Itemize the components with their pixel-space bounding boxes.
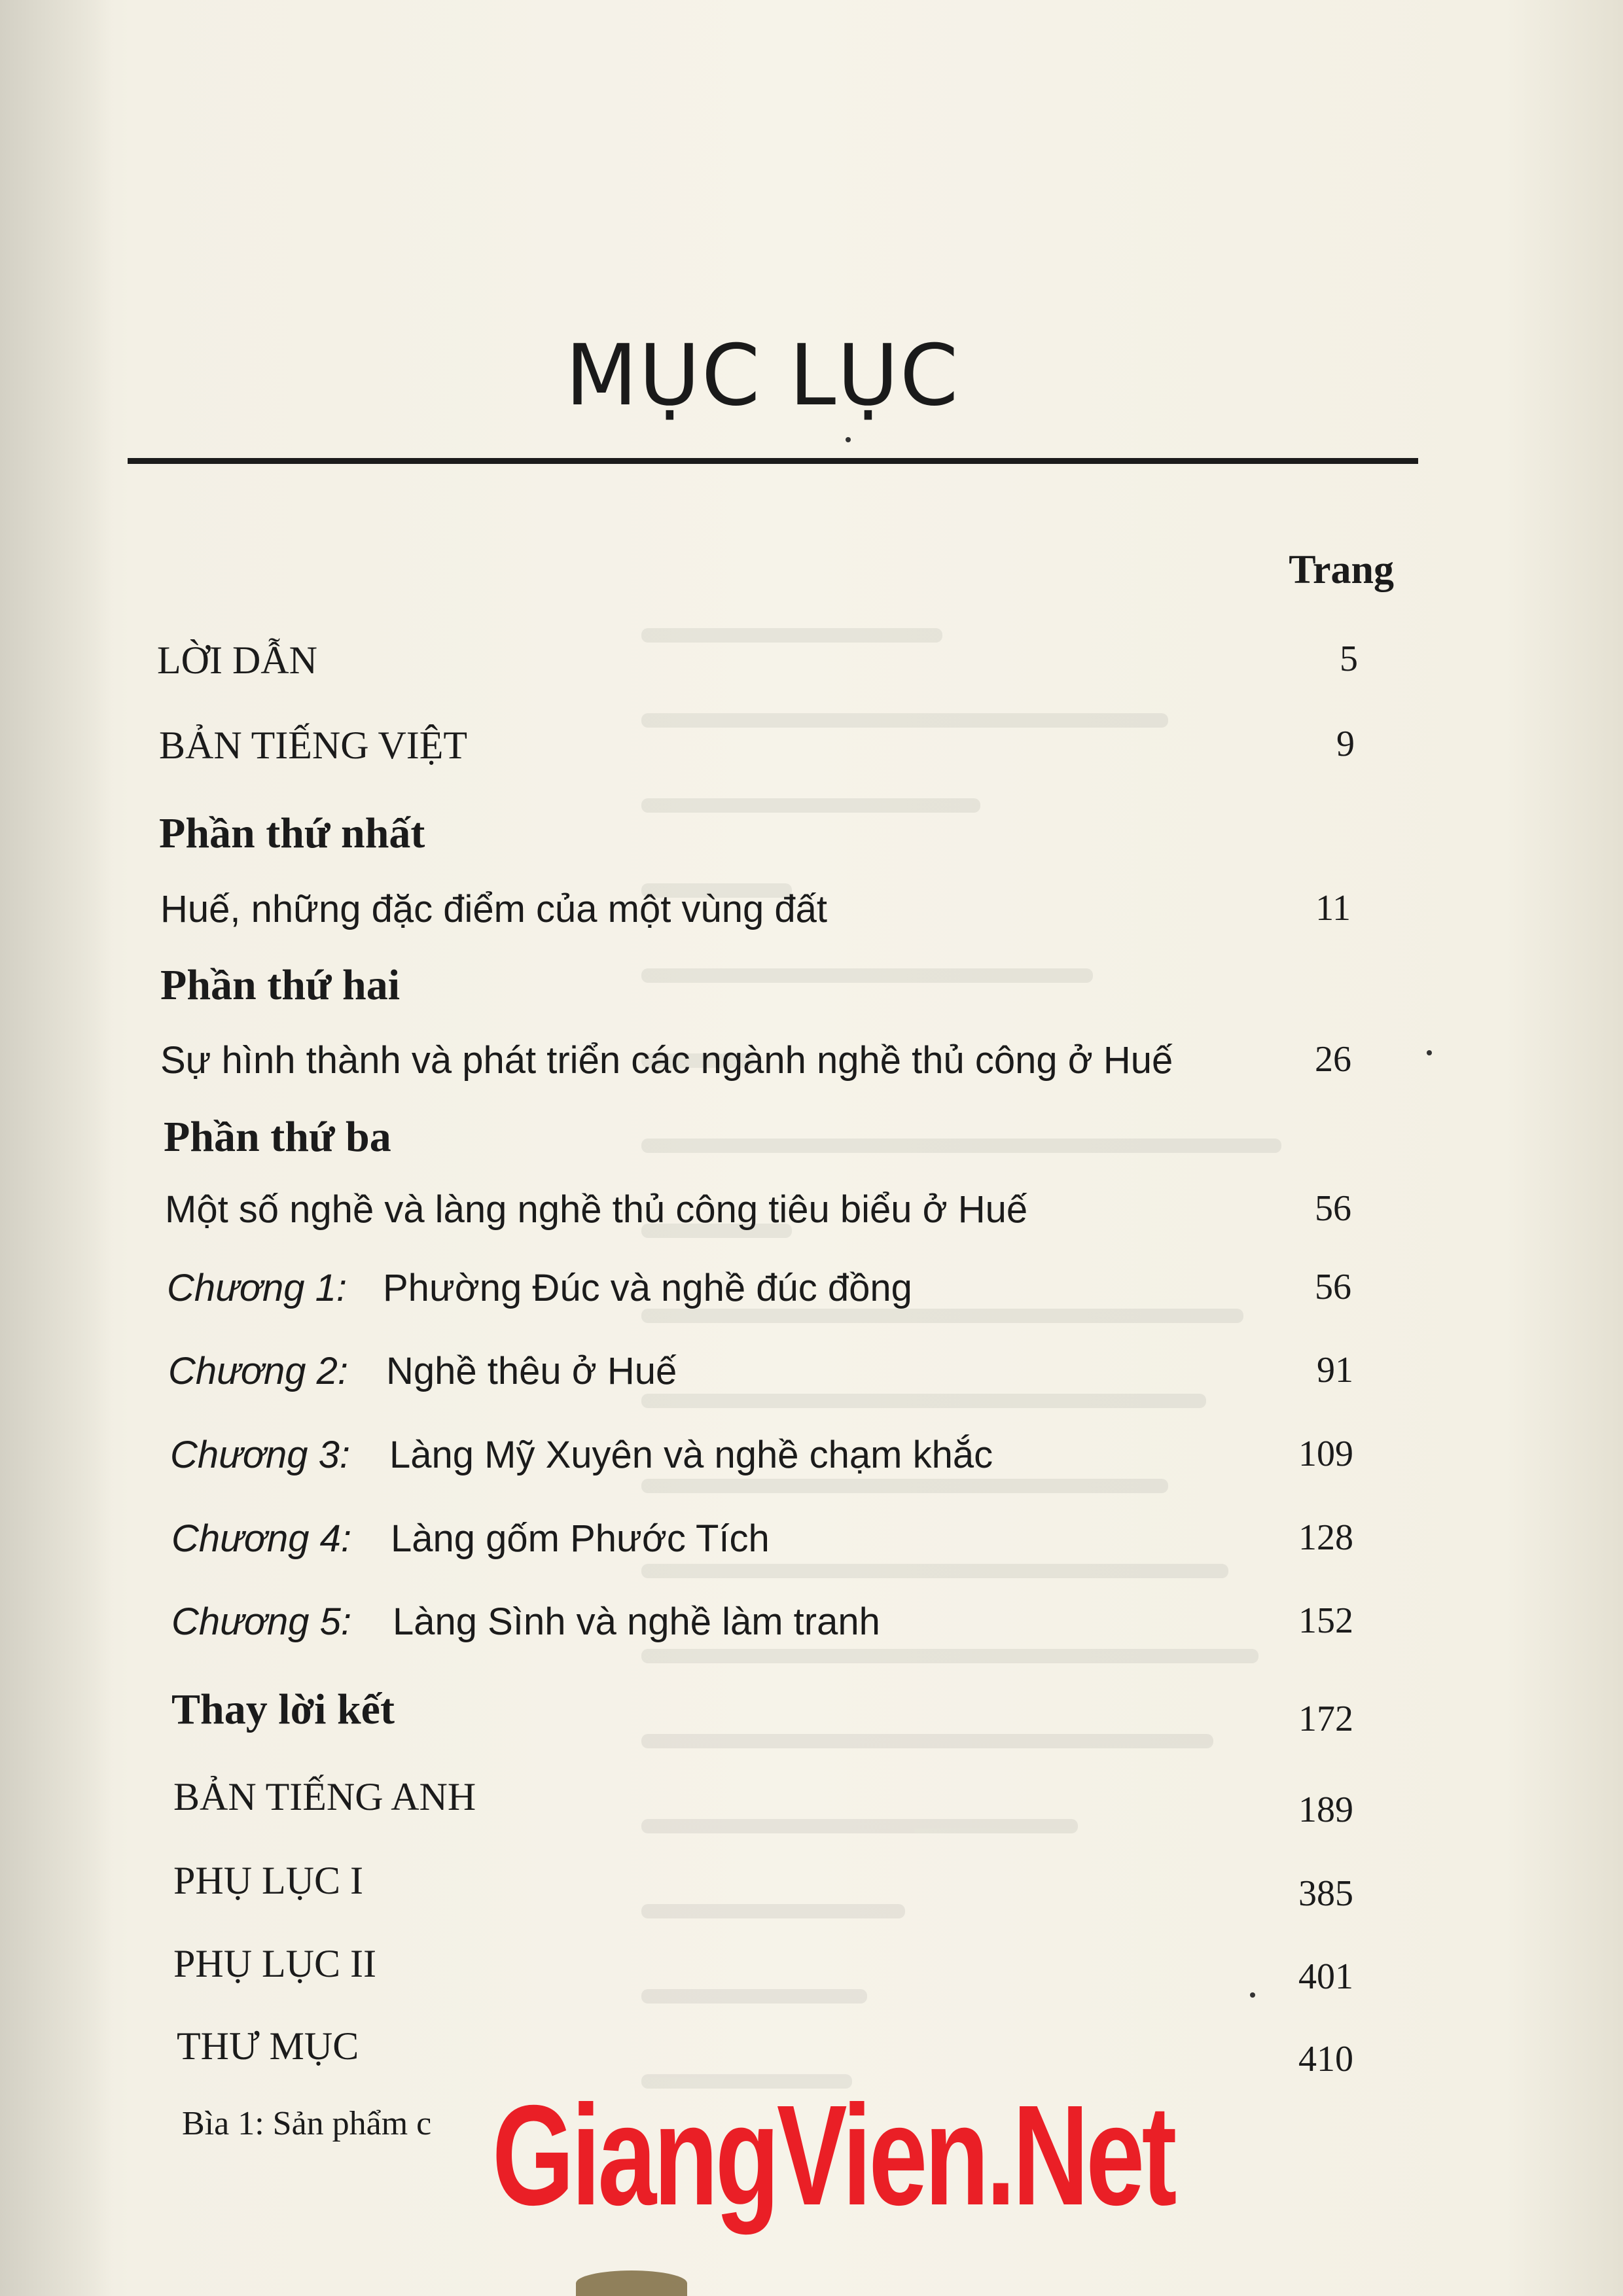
toc-page-number: 5 [1340,639,1358,679]
page-title: MỤC LỤC [565,327,960,425]
toc-part-label: Phần thứ ba [164,1113,391,1161]
toc-page-number: 26 [1315,1039,1351,1080]
toc-page-number: 152 [1298,1600,1353,1641]
bleed-through-text [641,628,1394,2068]
toc-page-number: 56 [1315,1188,1351,1229]
page-column-header: Trang [1289,548,1394,592]
toc-entry-label: Nghề thêu ở Huế [386,1350,677,1392]
toc-chapter-number: Chương 5: [171,1600,351,1643]
toc-page-number: 410 [1298,2039,1353,2079]
speck [1427,1050,1432,1055]
toc-page-number: 56 [1315,1267,1351,1307]
toc-chapter-number: Chương 3: [170,1434,350,1476]
toc-page-number: 172 [1298,1699,1353,1739]
toc-entry-label: Làng Mỹ Xuyên và nghề chạm khắc [389,1434,993,1476]
toc-page-number: 91 [1317,1350,1353,1390]
speck [1250,1992,1255,1998]
toc-chapter-number: Chương 2: [168,1350,348,1392]
toc-page-number: 109 [1298,1434,1353,1474]
toc-entry-label: Làng gốm Phước Tích [391,1517,770,1560]
cover-caption: Bìa 1: Sản phẩm c [182,2105,432,2142]
toc-part-label: Phần thứ nhất [159,809,425,857]
toc-entry-label: Sự hình thành và phát triển các ngành nghề thủ công ở Huế [160,1039,1173,1082]
page-stain [576,2270,687,2296]
site-watermark: GiangVien.Net [492,2076,1174,2235]
toc-entry-label: Thay lời kết [171,1686,395,1733]
toc-part-label: Phần thứ hai [160,961,401,1009]
toc-page-number: 401 [1298,1956,1353,1997]
toc-entry-label: Phường Đúc và nghề đúc đồng [383,1267,912,1309]
toc-page-number: 189 [1298,1790,1353,1830]
toc-page-number: 128 [1298,1517,1353,1558]
toc-entry-label: LỜI DẪN [157,639,317,682]
toc-entry-label: Làng Sình và nghề làm tranh [393,1600,880,1643]
toc-entry-label: PHỤ LỤC I [173,1859,364,1902]
toc-entry-label: BẢN TIẾNG ANH [173,1775,476,1818]
toc-entry-label: Một số nghề và làng nghề thủ công tiêu biểu ở Huế [165,1188,1028,1231]
toc-chapter-number: Chương 1: [167,1267,347,1309]
title-rule [128,458,1418,464]
toc-entry-label: BẢN TIẾNG VIỆT [159,724,468,767]
toc-entry-label: Huế, những đặc điểm của một vùng đất [160,888,827,930]
toc-page-number: 11 [1315,888,1351,928]
speck [846,437,851,442]
toc-chapter-number: Chương 4: [171,1517,351,1560]
toc-page-number: 385 [1298,1873,1353,1914]
toc-entry-label: THƯ MỤC [177,2024,359,2068]
toc-page-number: 9 [1336,724,1355,764]
toc-entry-label: PHỤ LỤC II [173,1942,376,1985]
